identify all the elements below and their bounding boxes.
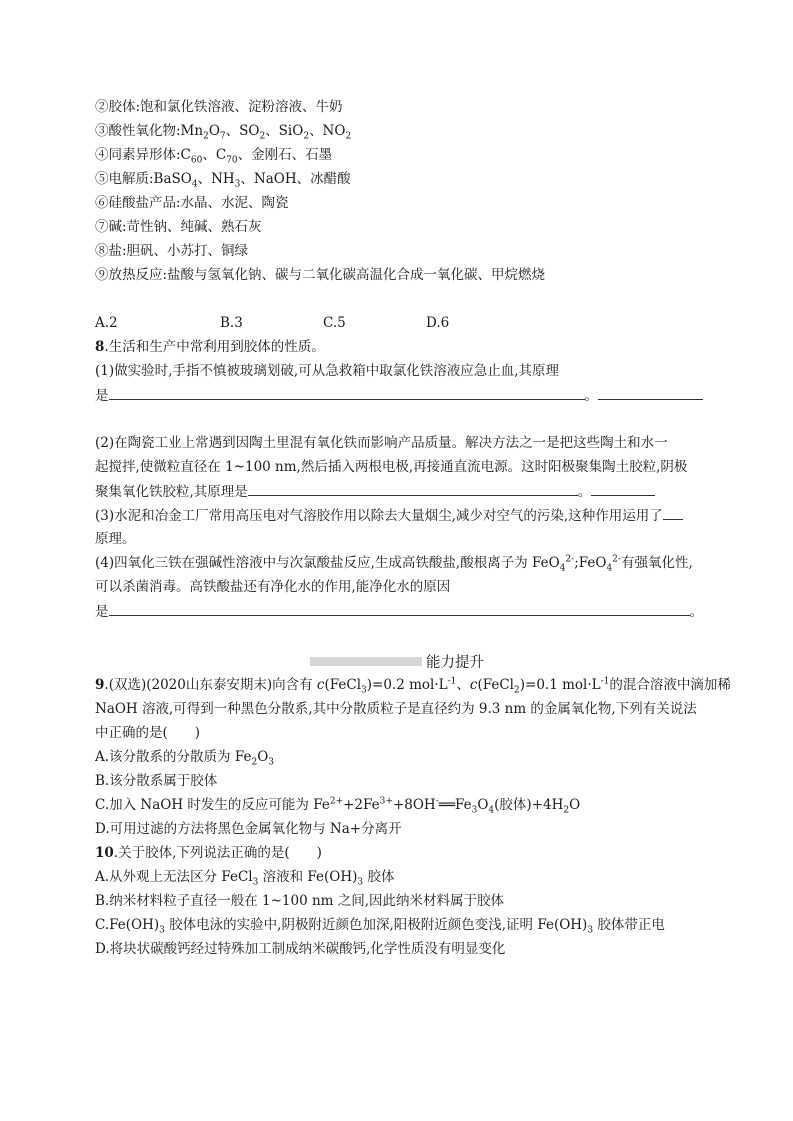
q8-part3-line1: (3)水泥和冶金工厂常用高压电对气溶胶作用以除去大量烟尘,减少对空气的污染,这种作用运用了	[95, 507, 683, 524]
section-header	[310, 651, 484, 672]
q8-part4-line1: (4)四氧化三铁在强碱性溶液中与次氯酸盐反应,生成高铁酸盐,酸根离子为 FeO$_4^{2-}$;FeO$_4^{2-}$有强氧化性,	[95, 554, 693, 574]
q10-stem: 10.关于胶体,下列说法正确的是( )	[95, 845, 322, 861]
q8-part3-line2: 原理。	[95, 531, 136, 547]
question-number: 9	[95, 677, 105, 693]
q7-option-b[interactable]: B.3	[220, 315, 243, 331]
q10-option-a[interactable]: A.从外观上无法区分 FeCl$_3$ 溶液和 $Fe(OH)_3$ 胶体	[95, 869, 395, 888]
list-item-9: ⑨放热反应:盐酸与氢氧化钠、碳与二氧化碳高温化合成一氧化碳、甲烷燃烧	[95, 267, 546, 283]
q7-option-d[interactable]: D.6	[426, 315, 450, 331]
list-item-4: ④同素异形体$:C_{60}$、$C_{70}$、金刚石、石墨	[95, 147, 333, 166]
answer-blank-4[interactable]	[109, 603, 690, 616]
question-number: 10	[95, 845, 114, 861]
list-item-2: ②胶体:饱和氯化铁溶液、淀粉溶液、牛奶	[95, 99, 343, 115]
list-item-8: ⑧盐:胆矾、小苏打、铜绿	[95, 243, 249, 259]
q10-option-c[interactable]: $C.Fe(OH)_3$ 胶体电泳的实验中,阴极附近颜色加深,阳极附近颜色变浅,证明 $Fe(OH)_3$ 胶体带正电	[95, 917, 665, 936]
q8-stem: 8.生活和生产中常利用到胶体的性质。	[95, 339, 325, 355]
list-item-6: ⑥硅酸盐产品:水晶、水泥、陶瓷	[95, 195, 289, 211]
answer-blank-2[interactable]	[248, 483, 578, 496]
q8-part2-line1: (2)在陶瓷工业上常遇到因陶土里混有氧化铁而影响产品质量。解决方法之一是把这些陶土和水一	[95, 435, 668, 451]
list-item-5: ⑤电解质:BaSO$_4$、$NH_3$、NaOH、冰醋酸	[95, 171, 351, 190]
answer-blank-2-tail[interactable]	[591, 483, 655, 496]
q9-option-c[interactable]: C.加入 NaOH 时发生的反应可能为 $Fe^{2+}+2Fe^{3+}+8OH^-══Fe_3O_4$(胶体)$+4H_2O$	[95, 796, 581, 816]
section-title: 能力提升	[426, 655, 484, 671]
q8-part4-line2: 可以杀菌消毒。高铁酸盐还有净化水的作用,能净化水的原因	[95, 579, 451, 595]
q9-option-d[interactable]: D.可用过滤的方法将黑色金属氧化物与 Na+分离开	[95, 821, 402, 837]
q8-part1-line2: 是 。	[95, 387, 703, 404]
q9-option-a[interactable]: A.该分散系的分散质为 $Fe_2O_3$	[95, 749, 274, 768]
q9-stem-line2: NaOH 溶液,可得到一种黑色分散系,其中分散质粒子是直径约为 9.3 nm 的金属氧化物,下列有关说法	[95, 701, 697, 717]
q8-part4-line3: 是 。	[95, 604, 703, 620]
q8-part1-line1: (1)做实验时,手指不慎被玻璃划破,可从急救箱中取氯化铁溶液应急止血,其原理	[95, 363, 559, 379]
list-item-7: ⑦碱:苛性钠、纯碱、熟石灰	[95, 219, 262, 235]
q10-option-b[interactable]: B.纳米材料粒子直径一般在 1~100 nm 之间,因此纳米材料属于胶体	[95, 893, 505, 909]
q10-option-d[interactable]: D.将块状碳酸钙经过特殊加工制成纳米碳酸钙,化学性质没有明显变化	[95, 941, 506, 957]
answer-blank-3[interactable]	[663, 507, 683, 520]
q9-option-b[interactable]: B.该分散系属于胶体	[95, 773, 218, 789]
q9-stem-line3: 中正确的是( )	[95, 725, 201, 741]
answer-blank-1[interactable]	[109, 387, 585, 400]
list-item-3: ③酸性氧化物$:Mn_2O_7$、$SO_2$、SiO$_2$、$NO_2$	[95, 123, 352, 142]
q8-part2-line2: 起搅拌,使微粒直径在 1~100 nm,然后插入两根电极,再接通直流电源。这时阳极聚集陶土胶粒,阴极	[95, 459, 688, 475]
q9-stem-line1: 9.(双选)(2020山东泰安期末)向含有 c(FeCl$_3$)=0.2 $mol\cdot L^{-1}$、c(FeCl$_2$)=0.1 $mol\cdot L^{-1}$的混合溶液中滴加稀	[95, 676, 731, 696]
q7-option-a[interactable]: A.2	[95, 315, 118, 331]
q7-options	[95, 315, 449, 331]
section-bar	[310, 657, 422, 666]
q7-option-c[interactable]: C.5	[323, 315, 346, 331]
q8-part2-line3: 聚集氧化铁胶粒,其原理是 。	[95, 483, 655, 500]
question-number: 8	[95, 339, 105, 355]
answer-blank-1-tail[interactable]	[598, 387, 703, 400]
